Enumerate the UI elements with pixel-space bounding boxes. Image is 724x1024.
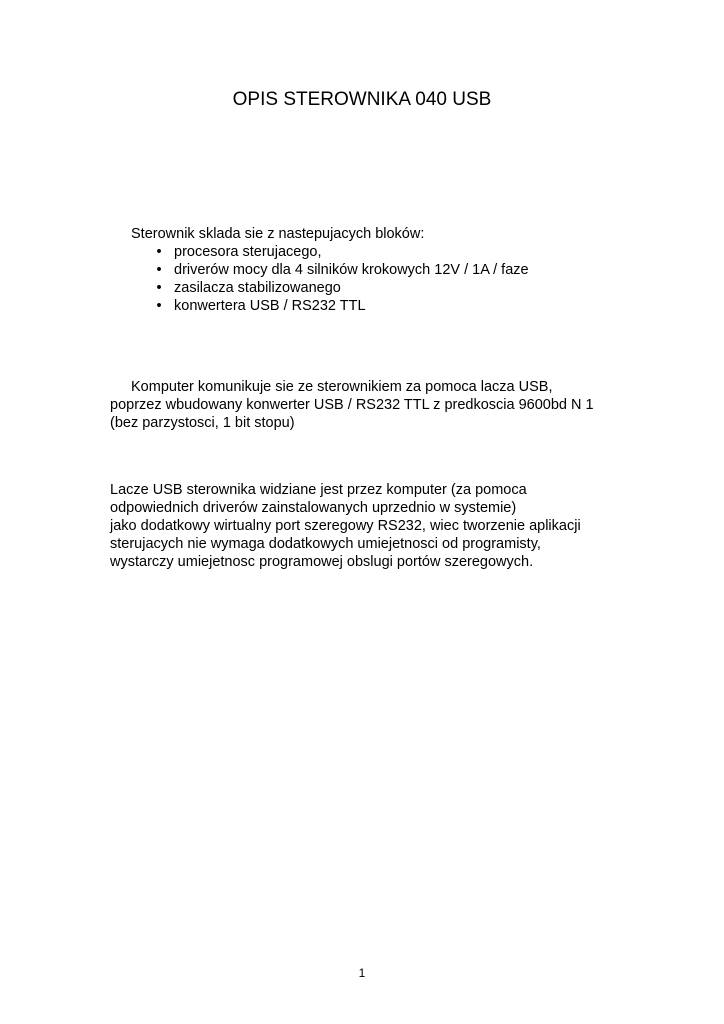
bullet-icon: • (156, 298, 162, 314)
page-title: OPIS STEROWNIKA 040 USB (232, 89, 492, 110)
bullet-icon: • (156, 244, 162, 260)
communication-paragraph (110, 378, 650, 432)
paragraph-line: wystarczy umiejetnosc programowej obslugi portów szeregowych. (110, 554, 534, 570)
paragraph-line: sterujacych nie wymaga dodatkowych umiejetnosci od programisty, (110, 536, 541, 552)
blocks-intro: Sterownik sklada sie z nastepujacych bloków: (131, 226, 425, 242)
paragraph-line: jako dodatkowy wirtualny port szeregowy RS232, wiec tworzenie aplikacji (110, 518, 581, 534)
list-item (131, 261, 671, 279)
bullet-icon: • (156, 262, 162, 278)
usb-port-paragraph (110, 481, 650, 571)
paragraph-line: (bez parzystosci, 1 bit stopu) (110, 415, 295, 431)
page-number: 1 (358, 966, 366, 980)
bullet-icon: • (156, 280, 162, 296)
list-item (131, 279, 671, 297)
list-item-text: procesora sterujacego, (174, 244, 322, 260)
paragraph-line: Lacze USB sterownika widziane jest przez komputer (za pomoca (110, 482, 527, 498)
list-item-text: konwertera USB / RS232 TTL (174, 298, 366, 314)
paragraph-line: poprzez wbudowany konwerter USB / RS232 TTL z predkoscia 9600bd N 1 (110, 397, 594, 413)
list-item (131, 297, 671, 315)
controller-blocks-section (131, 225, 671, 315)
paragraph-line: Komputer komunikuje sie ze sterownikiem za pomoca lacza USB, (131, 379, 553, 395)
list-item-text: driverów mocy dla 4 silników krokowych 12V / 1A / faze (174, 262, 529, 278)
blocks-list (131, 243, 671, 315)
paragraph-line: odpowiednich driverów zainstalowanych uprzednio w systemie) (110, 500, 517, 516)
list-item-text: zasilacza stabilizowanego (174, 280, 341, 296)
list-item (131, 243, 671, 261)
